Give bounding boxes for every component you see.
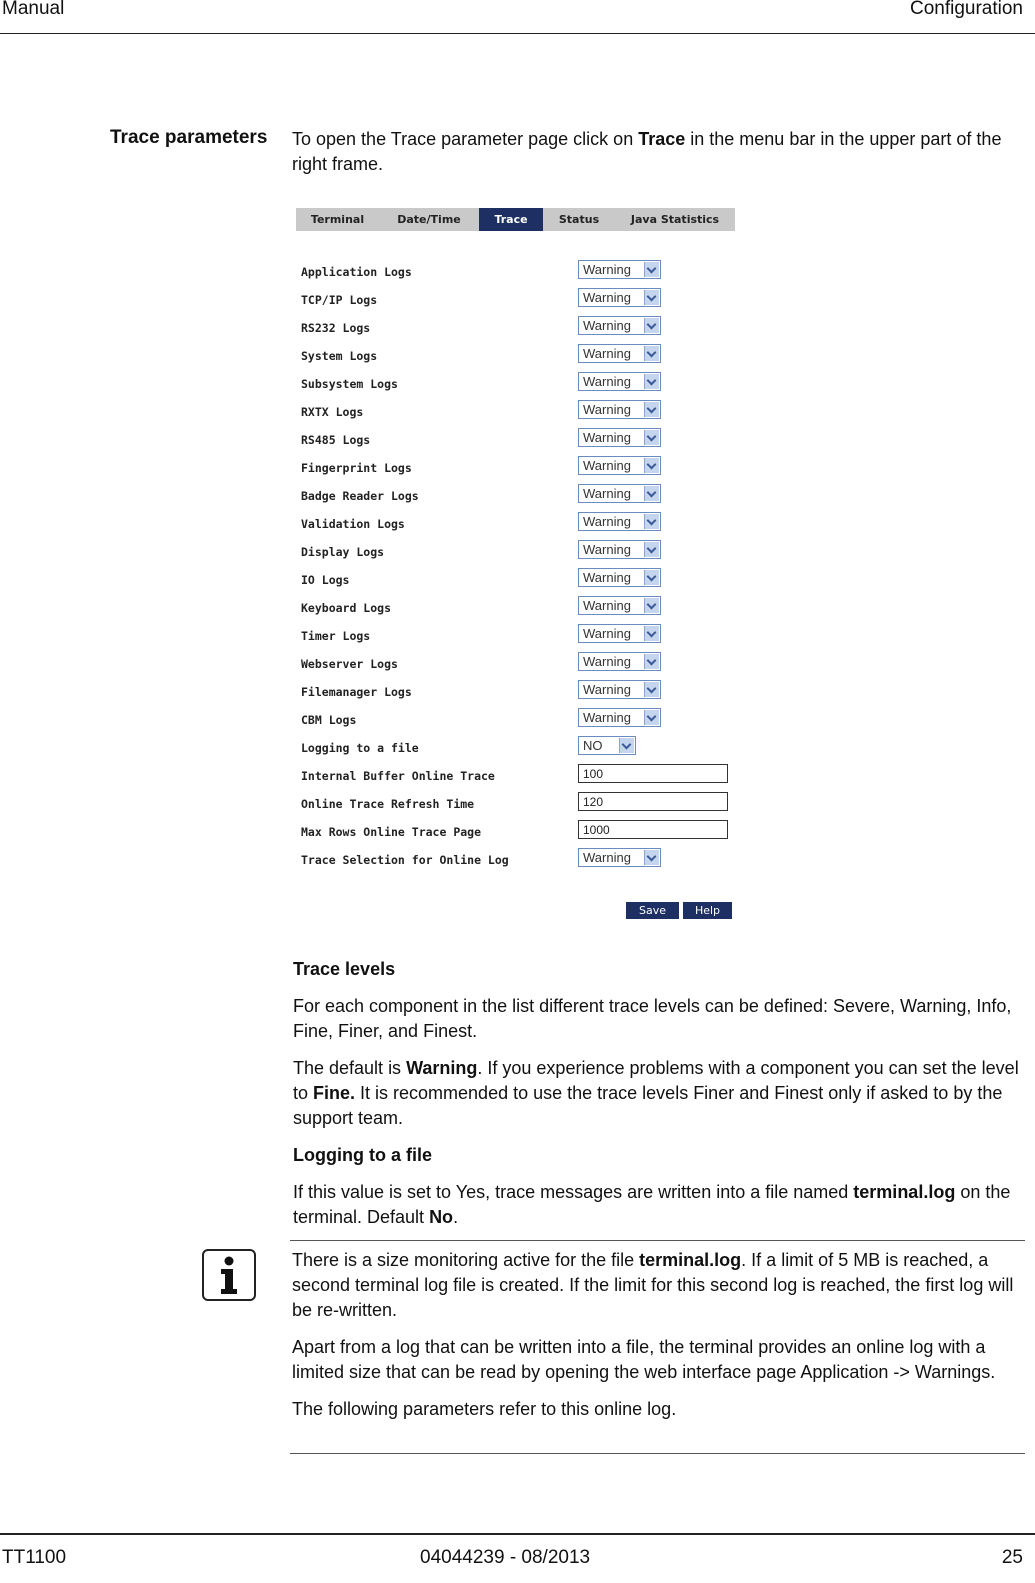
level-select[interactable]: [578, 624, 661, 643]
field-label: RS485 Logs: [301, 433, 371, 447]
form-row: [301, 509, 741, 537]
field-label: Filemanager Logs: [301, 685, 412, 699]
chevron-down-icon[interactable]: [644, 710, 659, 725]
level-select[interactable]: [578, 288, 661, 307]
form-row: [301, 593, 741, 621]
trace-parameter-form: [301, 257, 741, 873]
chevron-down-icon[interactable]: [644, 402, 659, 417]
chevron-down-icon[interactable]: [644, 346, 659, 361]
trace-levels-p1: For each component in the list different trace levels can be defined: Severe, Warning, Info, Fine, Finer, and Finest.: [293, 996, 1012, 1041]
trace-levels-heading: Trace levels: [293, 959, 396, 979]
footer-left: TT1100: [2, 1547, 67, 1568]
select-value: Warning: [583, 262, 631, 277]
note-p3: The following parameters refer to this online log.: [292, 1399, 677, 1419]
field-label: Subsystem Logs: [301, 377, 398, 391]
text-input[interactable]: 100: [578, 764, 728, 783]
web-menu-bar: [296, 208, 735, 231]
form-row: [301, 705, 741, 733]
form-row: [301, 313, 741, 341]
level-select[interactable]: [578, 540, 661, 559]
note-divider-bottom: [290, 1453, 1025, 1454]
field-label: IO Logs: [301, 573, 350, 587]
level-select[interactable]: [578, 316, 661, 335]
text-input[interactable]: 120: [578, 792, 728, 811]
select-value: Warning: [583, 598, 631, 613]
form-row: [301, 621, 741, 649]
info-icon: [202, 1249, 256, 1301]
level-select[interactable]: [578, 260, 661, 279]
form-row: [301, 537, 741, 565]
chevron-down-icon[interactable]: [644, 682, 659, 697]
field-label: RXTX Logs: [301, 405, 364, 419]
tab-trace[interactable]: Trace: [479, 208, 543, 231]
chevron-down-icon[interactable]: [644, 626, 659, 641]
field-label: Webserver Logs: [301, 657, 398, 671]
level-select[interactable]: [578, 680, 661, 699]
section-title: Trace parameters: [110, 127, 268, 148]
chevron-down-icon[interactable]: [644, 486, 659, 501]
tab-java-statistics[interactable]: Java Statistics: [630, 213, 720, 226]
tab-status[interactable]: Status: [558, 213, 600, 226]
note-p1: There is a size monitoring active for the file terminal.log. If a limit of 5 MB is reached, a second terminal log file is created. If the limit for this second log is reached, the first log will be re-written.: [292, 1250, 1014, 1320]
select-value: Warning: [583, 654, 631, 669]
form-row: [301, 761, 741, 789]
header-right: Configuration: [909, 0, 1023, 19]
footer-rule: [0, 1533, 1035, 1535]
note-section: [292, 1248, 1022, 1422]
level-select[interactable]: [578, 596, 661, 615]
select-value: NO: [583, 738, 603, 753]
trace-levels-section: [293, 957, 1023, 1230]
field-label: Logging to a file: [301, 741, 419, 755]
field-label: RS232 Logs: [301, 321, 371, 335]
field-label: CBM Logs: [301, 713, 357, 727]
form-row: [301, 397, 741, 425]
select-value: Warning: [583, 710, 631, 725]
level-select[interactable]: [578, 456, 661, 475]
level-select[interactable]: [578, 708, 661, 727]
form-row: [301, 453, 741, 481]
chevron-down-icon[interactable]: [644, 654, 659, 669]
level-select[interactable]: [578, 400, 661, 419]
chevron-down-icon[interactable]: [644, 458, 659, 473]
field-label: Online Trace Refresh Time: [301, 797, 475, 811]
select-value: Warning: [583, 626, 631, 641]
form-row: [301, 733, 741, 761]
select-value: Warning: [583, 570, 631, 585]
field-label: Display Logs: [301, 545, 385, 559]
level-select[interactable]: [578, 736, 636, 755]
select-value: Warning: [583, 850, 631, 865]
footer-center: 04044239 - 08/2013: [420, 1547, 591, 1568]
form-row: [301, 425, 741, 453]
select-value: Warning: [583, 514, 631, 529]
logging-paragraph: If this value is set to Yes, trace messages are written into a file named terminal.log on the terminal. Default No.: [293, 1182, 1011, 1227]
help-button[interactable]: Help: [683, 902, 732, 919]
form-row: [301, 649, 741, 677]
field-label: Validation Logs: [301, 517, 405, 531]
logging-heading: Logging to a file: [293, 1145, 432, 1165]
intro-paragraph: To open the Trace parameter page click on Trace in the menu bar in the upper part of the right frame.: [292, 129, 1002, 174]
form-row: [301, 565, 741, 593]
select-value: Warning: [583, 458, 631, 473]
select-value: Warning: [583, 542, 631, 557]
field-label: Internal Buffer Online Trace: [301, 769, 495, 783]
level-select[interactable]: [578, 344, 661, 363]
field-label: Fingerprint Logs: [301, 461, 412, 475]
chevron-down-icon[interactable]: [644, 598, 659, 613]
select-value: Warning: [583, 430, 631, 445]
form-row: [301, 817, 741, 845]
chevron-down-icon[interactable]: [644, 318, 659, 333]
field-label: Application Logs: [301, 265, 412, 279]
level-select[interactable]: [578, 428, 661, 447]
select-value: Warning: [583, 486, 631, 501]
select-value: Warning: [583, 402, 631, 417]
level-select[interactable]: [578, 848, 661, 867]
field-label: System Logs: [301, 349, 378, 363]
field-label: TCP/IP Logs: [301, 293, 378, 307]
level-select[interactable]: [578, 372, 661, 391]
chevron-down-icon[interactable]: [619, 738, 634, 753]
select-value: Warning: [583, 374, 631, 389]
trace-levels-p2: The default is Warning. If you experience problems with a component you can set the level to Fine. It is recommended to use the trace levels Finer and Finest only if asked to by the support team.: [293, 1058, 1019, 1128]
select-value: Warning: [583, 346, 631, 361]
note-p2: Apart from a log that can be written into a file, the terminal provides an online log with a limited size that can be read by opening the web interface page Application -> Warnings.: [292, 1337, 996, 1382]
form-row: [301, 369, 741, 397]
field-label: Badge Reader Logs: [301, 489, 419, 503]
level-select[interactable]: [578, 652, 661, 671]
chevron-down-icon[interactable]: [644, 542, 659, 557]
form-row: [301, 845, 741, 873]
tab-date-time[interactable]: Date/Time: [397, 213, 461, 226]
form-row: [301, 677, 741, 705]
chevron-down-icon[interactable]: [644, 514, 659, 529]
select-value: Warning: [583, 682, 631, 697]
tab-terminal[interactable]: Terminal: [310, 213, 365, 226]
form-row: [301, 257, 741, 285]
header-left: Manual: [2, 0, 65, 19]
select-value: Warning: [583, 290, 631, 305]
form-row: [301, 285, 741, 313]
field-label: Max Rows Online Trace Page: [301, 825, 482, 839]
chevron-down-icon[interactable]: [644, 570, 659, 585]
chevron-down-icon[interactable]: [644, 262, 659, 277]
chevron-down-icon[interactable]: [644, 430, 659, 445]
form-row: [301, 481, 741, 509]
chevron-down-icon[interactable]: [644, 374, 659, 389]
level-select[interactable]: [578, 512, 661, 531]
note-divider-top: [290, 1240, 1025, 1241]
form-row: [301, 789, 741, 817]
level-select[interactable]: [578, 484, 661, 503]
chevron-down-icon[interactable]: [644, 290, 659, 305]
chevron-down-icon[interactable]: [644, 850, 659, 865]
field-label: Keyboard Logs: [301, 601, 392, 615]
footer-page-number: 25: [1001, 1547, 1023, 1568]
select-value: Warning: [583, 318, 631, 333]
page-header: [0, 0, 1035, 34]
level-select[interactable]: [578, 568, 661, 587]
save-button[interactable]: Save: [626, 902, 679, 919]
text-input[interactable]: 1000: [578, 820, 728, 839]
field-label: Timer Logs: [301, 629, 371, 643]
form-row: [301, 341, 741, 369]
field-label: Trace Selection for Online Log: [301, 853, 509, 867]
